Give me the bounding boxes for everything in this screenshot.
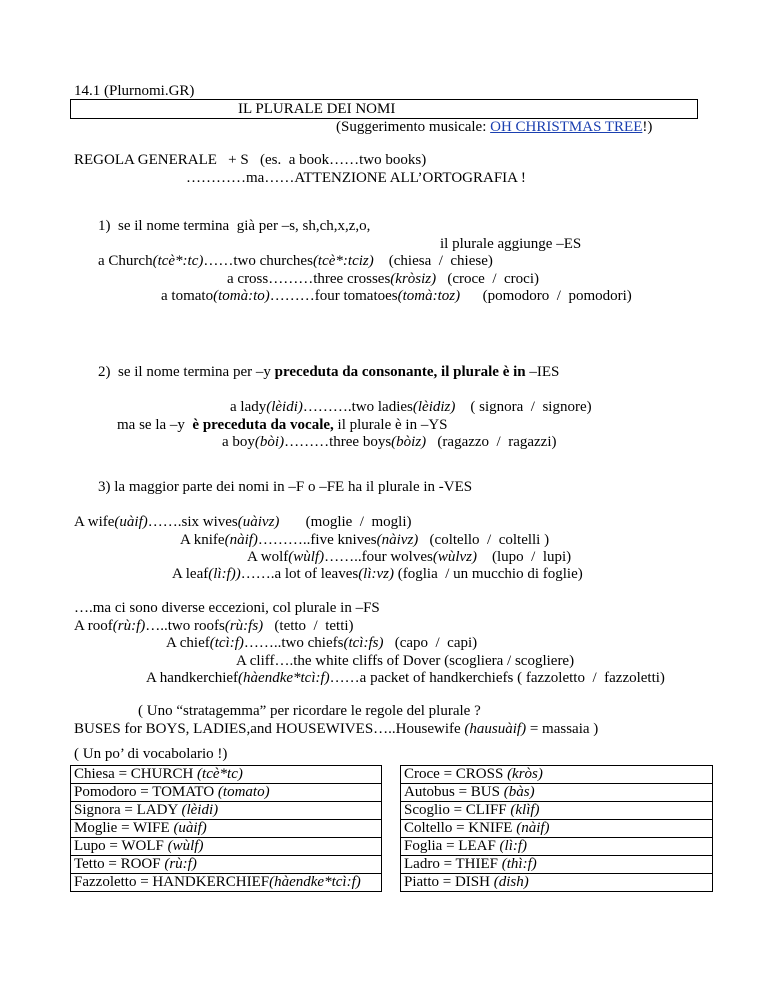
vocab-gap: [382, 874, 401, 892]
rule1-example-church: [98, 252, 493, 270]
translation: (coltello / coltelli ): [418, 532, 550, 548]
translation: (tetto / tetti): [263, 618, 354, 634]
page-title: IL PLURALE DEI NOMI: [238, 101, 396, 117]
vocab-gap: [382, 802, 401, 820]
table-row: [71, 784, 713, 802]
exception-chief: [166, 634, 477, 652]
rule2-heading: [98, 363, 559, 381]
table-row: [71, 820, 713, 838]
pronunciation: (uàivz): [237, 514, 280, 530]
pronunciation: (lèidiz): [412, 399, 456, 415]
ex-plural: ……two churches: [203, 253, 313, 269]
vocab-heading: ( Un po’ di vocabolario !): [74, 746, 228, 762]
rule1-example-cross: [227, 270, 539, 288]
vocab-gap: [382, 838, 401, 856]
pronunciation: (bòi): [254, 434, 285, 450]
pronunciation: (dish): [493, 874, 529, 890]
rule3-example-knife: [180, 531, 549, 549]
vocab-cell: [401, 802, 713, 820]
document-code: 14.1 (Plurnomi.GR): [74, 83, 195, 99]
rule2-heading-pre: 2) se il nome termina per –y: [98, 364, 275, 380]
vocab-cell: [401, 820, 713, 838]
rule2-example-boy: [222, 433, 557, 451]
pronunciation: (lì:f): [499, 838, 528, 854]
ex-word: a Church: [98, 253, 153, 269]
ex-plural: ………..five knives: [257, 532, 377, 548]
ex-plural: ……..two chiefs: [243, 635, 344, 651]
pronunciation: (rù:fs): [224, 618, 264, 634]
mnemonic-line2: [74, 720, 598, 738]
pronunciation: (uàif): [114, 514, 148, 530]
pronunciation: (wùlf): [288, 549, 325, 565]
pronunciation: (uàif): [173, 820, 207, 836]
pronunciation: (lì:f)): [208, 566, 241, 582]
translation: (lupo / lupi): [477, 549, 572, 565]
rule2-example-lady: [230, 398, 592, 416]
pronunciation: (wùlf): [167, 838, 204, 854]
ex-plural: …..two roofs: [145, 618, 225, 634]
suggestion-prefix: (Suggerimento musicale:: [336, 119, 491, 135]
vocab-gap: [382, 856, 401, 874]
translation: (foglia / un mucchio di foglie): [394, 566, 583, 582]
pronunciation: (rù:f): [164, 856, 197, 872]
vowel-case-bold: è preceduta da vocale,: [192, 417, 334, 433]
ex-plural: ……..four wolves: [324, 549, 433, 565]
rule3-example-leaf: [172, 565, 583, 583]
pronunciation: (nàif): [224, 532, 258, 548]
table-row: [71, 766, 713, 784]
pronunciation: (tomato): [217, 784, 270, 800]
translation: (moglie / mogli): [279, 514, 412, 530]
ex-plural: ……….two ladies: [302, 399, 413, 415]
translation: (croce / croci): [436, 271, 539, 287]
table-row: [71, 802, 713, 820]
ex-plural: ……a packet of handkerchiefs ( fazzoletto / fazzoletti): [329, 670, 665, 686]
vocab-cell: [71, 820, 382, 838]
exception-cliff: A cliff….the white cliffs of Dover (scogliera / scogliere): [236, 653, 575, 669]
ex-word: a cross………three crosses: [227, 271, 391, 287]
rule3-heading: 3) la maggior parte dei nomi in –F o –FE ha il plurale in -VES: [98, 479, 473, 495]
vocab-term: Autobus = BUS: [404, 784, 504, 800]
pronunciation: (kròs): [507, 766, 543, 782]
ex-word: A handkerchief: [146, 670, 239, 686]
vocab-term: Chiesa = CHURCH: [74, 766, 198, 782]
pronunciation: (hàendke*tcì:f): [269, 874, 361, 890]
vocab-gap: [382, 784, 401, 802]
ex-word: A wolf: [247, 549, 289, 565]
translation: ( signora / signore): [455, 399, 592, 415]
ex-word: A wife: [74, 514, 115, 530]
ex-word: A roof: [74, 618, 113, 634]
rule1-sub: il plurale aggiunge –ES: [440, 236, 582, 252]
pronunciation: (tomà:toz): [397, 288, 461, 304]
general-rule: REGOLA GENERALE + S (es. a book……two books): [74, 152, 427, 168]
vocab-cell: [71, 784, 382, 802]
pronunciation: (nàivz): [376, 532, 419, 548]
pronunciation: (thì:f): [501, 856, 537, 872]
vocab-table: [70, 765, 713, 892]
pronunciation: (lì:vz): [358, 566, 395, 582]
ex-plural: …….a lot of leaves: [240, 566, 359, 582]
ex-word: a boy: [222, 434, 255, 450]
pronunciation: (lèidi): [266, 399, 303, 415]
pronunciation: (bòiz): [391, 434, 427, 450]
rule3-example-wife: [74, 513, 411, 531]
rule2-heading-post: –IES: [529, 364, 560, 380]
vocab-term: Pomodoro = TOMATO: [74, 784, 218, 800]
suggestion-suffix: !): [642, 119, 653, 135]
mnemonic-text-end: = massaia ): [526, 721, 599, 737]
ex-word: A chief: [166, 635, 210, 651]
vocab-gap: [382, 820, 401, 838]
vocab-cell: [401, 874, 713, 892]
ex-word: a lady: [230, 399, 267, 415]
table-row: [71, 856, 713, 874]
ex-word: A leaf: [172, 566, 209, 582]
vocab-term: Piatto = DISH: [404, 874, 494, 890]
song-link[interactable]: OH CHRISTMAS TREE: [490, 119, 643, 135]
vocab-term: Coltello = KNIFE: [404, 820, 517, 836]
vocab-cell: [401, 766, 713, 784]
vocab-term: Croce = CROSS: [404, 766, 508, 782]
pronunciation: (tcè*tc): [197, 766, 243, 782]
vocab-gap: [382, 766, 401, 784]
pronunciation: (rù:f): [112, 618, 146, 634]
pronunciation: (tomà:to): [213, 288, 270, 304]
mnemonic-line1: ( Uno “stratagemma” per ricordare le regole del plurale ?: [138, 703, 481, 719]
rule3-example-wolf: [247, 548, 571, 566]
vowel-case-pre: ma se la –y: [117, 417, 193, 433]
rule1-example-tomato: [161, 287, 632, 305]
vocab-term: Tetto = ROOF: [74, 856, 165, 872]
translation: (pomodoro / pomodori): [460, 288, 632, 304]
vocab-cell: [71, 766, 382, 784]
vocab-term: Ladro = THIEF: [404, 856, 502, 872]
pronunciation: (tcè*:tciz): [312, 253, 374, 269]
pronunciation: (tcì:f): [209, 635, 244, 651]
vocab-cell: [401, 856, 713, 874]
vocab-term: Signora = LADY: [74, 802, 182, 818]
pronunciation: (hàendke*tcì:f): [238, 670, 330, 686]
vocab-term: Foglia = LEAF: [404, 838, 500, 854]
mnemonic-text: BUSES for BOYS, LADIES,and HOUSEWIVES…..Housewife: [74, 721, 465, 737]
pronunciation: (nàif): [516, 820, 550, 836]
vocab-term: Lupo = WOLF: [74, 838, 168, 854]
pronunciation: (bàs): [503, 784, 535, 800]
ex-word: A knife: [180, 532, 225, 548]
vocab-cell: [71, 802, 382, 820]
ex-plural: …….six wives: [147, 514, 238, 530]
vocab-cell: [401, 838, 713, 856]
exception-handkerchief: [146, 669, 665, 687]
pronunciation: (tcì:fs): [343, 635, 384, 651]
vocab-term: Moglie = WIFE: [74, 820, 174, 836]
pronunciation: (lèidi): [181, 802, 219, 818]
rule2-vowel-case: [117, 416, 448, 434]
table-row: [71, 874, 713, 892]
pronunciation: (wùlvz): [432, 549, 478, 565]
rule1-heading: 1) se il nome termina già per –s, sh,ch,x,z,o,: [98, 218, 371, 234]
pronunciation: (hausuàif): [464, 721, 527, 737]
exceptions-heading: ….ma ci sono diverse eccezioni, col plurale in –FS: [74, 600, 380, 616]
spelling-warning: …………ma……ATTENZIONE ALL’ORTOGRAFIA !: [186, 170, 526, 186]
ex-plural: ………four tomatoes: [269, 288, 398, 304]
music-suggestion: [336, 118, 652, 136]
rule2-heading-bold: preceduta da consonante, il plurale è in: [274, 364, 530, 380]
pronunciation: (tcè*:tc): [152, 253, 204, 269]
translation: (ragazzo / ragazzi): [426, 434, 557, 450]
ex-plural: ………three boys: [284, 434, 392, 450]
vocab-term: Fazzoletto = HANDKERCHIEF: [74, 874, 270, 890]
vocab-cell: [71, 874, 382, 892]
pronunciation: (klìf): [510, 802, 540, 818]
pronunciation: (kròsiz): [390, 271, 437, 287]
vowel-case-post: il plurale è in –YS: [333, 417, 448, 433]
exception-roof: [74, 617, 354, 635]
vocab-cell: [71, 856, 382, 874]
vocab-cell: [401, 784, 713, 802]
translation: (capo / capi): [383, 635, 478, 651]
vocab-term: Scoglio = CLIFF: [404, 802, 511, 818]
vocab-cell: [71, 838, 382, 856]
table-row: [71, 838, 713, 856]
translation: (chiesa / chiese): [373, 253, 493, 269]
ex-word: a tomato: [161, 288, 214, 304]
